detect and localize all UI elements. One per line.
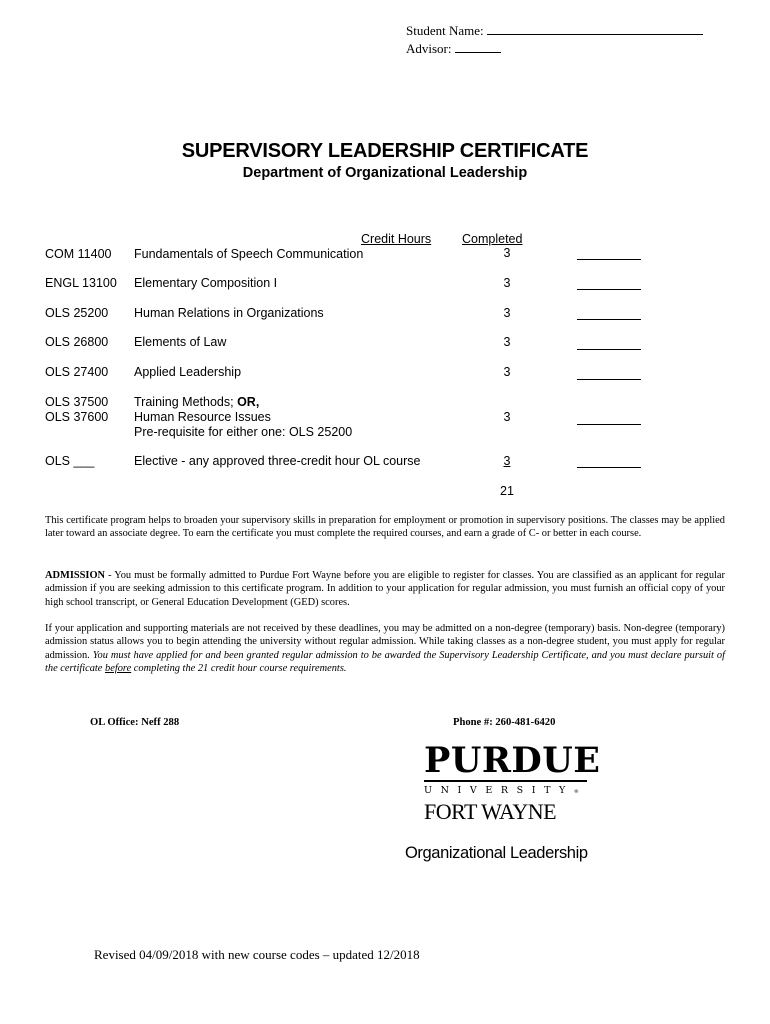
advisor-line: [406, 41, 501, 57]
advisor-label: Advisor:: [406, 41, 452, 56]
student-name-label: Student Name:: [406, 23, 484, 38]
course-credits: 3: [503, 410, 511, 424]
credit-hours-heading: Credit Hours: [361, 232, 432, 246]
course-credits: 3: [503, 335, 511, 349]
completed-blank[interactable]: [577, 467, 641, 468]
total-credits: 21: [500, 484, 514, 498]
course-code: OLS 37500: [45, 395, 109, 409]
program-description: This certificate program helps to broaden your supervisory skills in preparation for employment or promotion in supervisory positions. The classes may be applied later toward an associate degree. To earn the certificate you must complete the required courses, and earn a grade of C- or better in each course.: [45, 515, 725, 540]
course-name: Fundamentals of Speech Communication: [134, 247, 364, 261]
department-wordmark: Organizational Leadership: [405, 844, 588, 862]
completed-blank[interactable]: [577, 319, 641, 320]
course-name: Elementary Composition I: [134, 276, 278, 290]
student-name-line: [406, 23, 703, 39]
course-prerequisite: Pre-requisite for either one: OLS 25200: [134, 425, 353, 439]
course-name: Human Relations in Organizations: [134, 306, 324, 320]
revision-note: Revised 04/09/2018 with new course codes – updated 12/2018: [94, 947, 420, 962]
course-code: COM 11400: [45, 247, 112, 261]
completed-blank[interactable]: [577, 379, 641, 380]
course-name: Elective - any approved three-credit hour OL course: [134, 454, 421, 468]
course-name: Elements of Law: [134, 335, 227, 349]
course-name: Training Methods; OR,: [134, 395, 260, 409]
completed-heading: Completed: [462, 232, 523, 246]
course-name: Applied Leadership: [134, 365, 242, 379]
completed-blank[interactable]: [577, 289, 641, 290]
course-code: OLS 26800: [45, 335, 109, 349]
admission-label: ADMISSION: [45, 570, 106, 581]
page-title: SUPERVISORY LEADERSHIP CERTIFICATE: [181, 140, 589, 162]
non-degree-paragraph: If your application and supporting materials are not received by these deadlines, you may be admitted on a non-degree (temporary) basis. Non-degree (temporary) admission status allows you to begin attending the university without regular admission. While taking classes as a non-degree student, you must apply for regular admission. You must have applied for and been granted regular admission to be awarded the Supervisory Leadership Certificate, and you must declare pursuit of the certificate before completing the 21 credit hour course requirements.: [45, 623, 725, 675]
completed-blank[interactable]: [577, 424, 641, 425]
page-subtitle: Department of Organizational Leadership: [242, 165, 528, 181]
completed-blank[interactable]: [577, 349, 641, 350]
phone-number: Phone #: 260-481-6420: [453, 717, 556, 728]
student-name-blank[interactable]: [487, 34, 703, 35]
advisor-blank[interactable]: [455, 52, 501, 53]
logo-fort-wayne-text: FORT WAYNE: [424, 799, 557, 824]
admission-paragraph: ADMISSION - You must be formally admitted to Purdue Fort Wayne before you are eligible to register for classes. You are classified as an applicant for regular admission if you are seeking admission to this certificate program. In addition to your application for regular admission, you must furnish an official copy of your high school transcript, or General Education Development (GED) scores.: [45, 570, 725, 608]
course-credits: 3: [503, 365, 511, 379]
course-credits: 3: [503, 306, 511, 320]
office-location: OL Office: Neff 288: [90, 717, 180, 728]
course-code: OLS 25200: [45, 306, 109, 320]
logo-purdue-text: PURDUE: [424, 740, 601, 781]
course-credits: 3: [503, 246, 511, 260]
logo-university-text: UNIVERSITY®: [424, 785, 579, 796]
course-credits: 3: [503, 454, 511, 468]
course-name: Human Resource Issues: [134, 410, 271, 424]
purdue-fort-wayne-logo: [424, 740, 604, 824]
course-credits: 3: [503, 276, 511, 290]
course-code: OLS ___: [45, 454, 95, 468]
completed-blank[interactable]: [577, 259, 641, 260]
course-code: ENGL 13100: [45, 276, 117, 290]
course-code: OLS 27400: [45, 365, 109, 379]
course-code: OLS 37600: [45, 410, 109, 424]
